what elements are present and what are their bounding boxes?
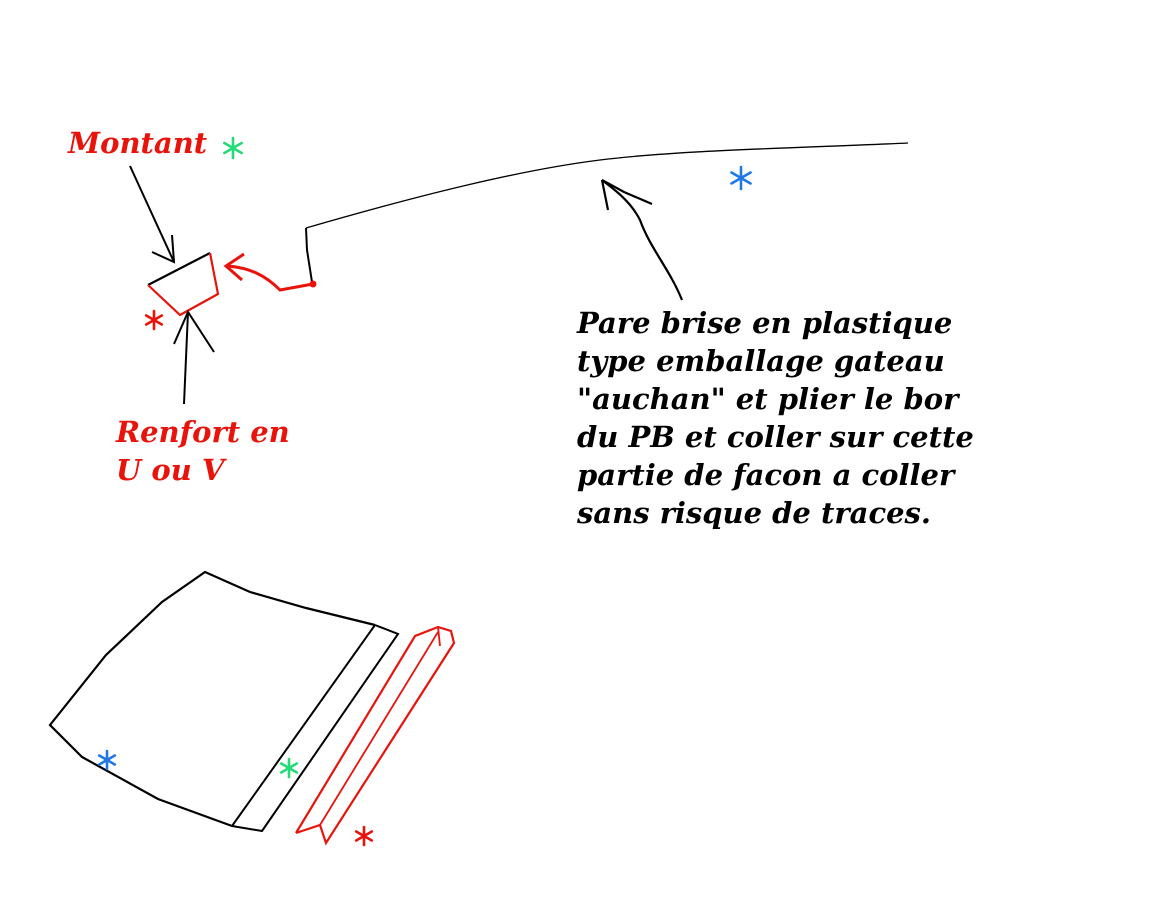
green-asterisk-panel [281, 759, 297, 777]
blue-asterisk-panel [99, 751, 115, 769]
note-line: type emballage gateau [577, 344, 945, 378]
fold-arrow [226, 254, 317, 290]
montant-label: Montant [68, 126, 208, 160]
upright-section [148, 253, 218, 315]
note-arrow [602, 180, 682, 300]
reinforcement-profile [296, 627, 454, 843]
renfort-label-line2: U ou V [116, 453, 225, 487]
renfort-arrow [174, 312, 214, 404]
windshield-note [577, 304, 974, 532]
note-line: "auchan" et plier le bor [577, 382, 959, 416]
renfort-label-line1: Renfort en [116, 415, 290, 449]
red-asterisk-renfort [146, 311, 162, 329]
note-line: sans risque de traces. [577, 496, 931, 530]
note-line: du PB et coller sur cette [577, 420, 974, 454]
note-line: partie de facon a coller [577, 458, 955, 492]
note-line: Pare brise en plastique [577, 306, 953, 340]
blue-asterisk-windshield [731, 167, 750, 189]
red-asterisk-profile [356, 827, 372, 845]
green-asterisk-montant [224, 138, 241, 158]
montant-arrow [130, 166, 174, 262]
windshield-profile [306, 143, 908, 282]
windshield-panel [50, 572, 398, 831]
